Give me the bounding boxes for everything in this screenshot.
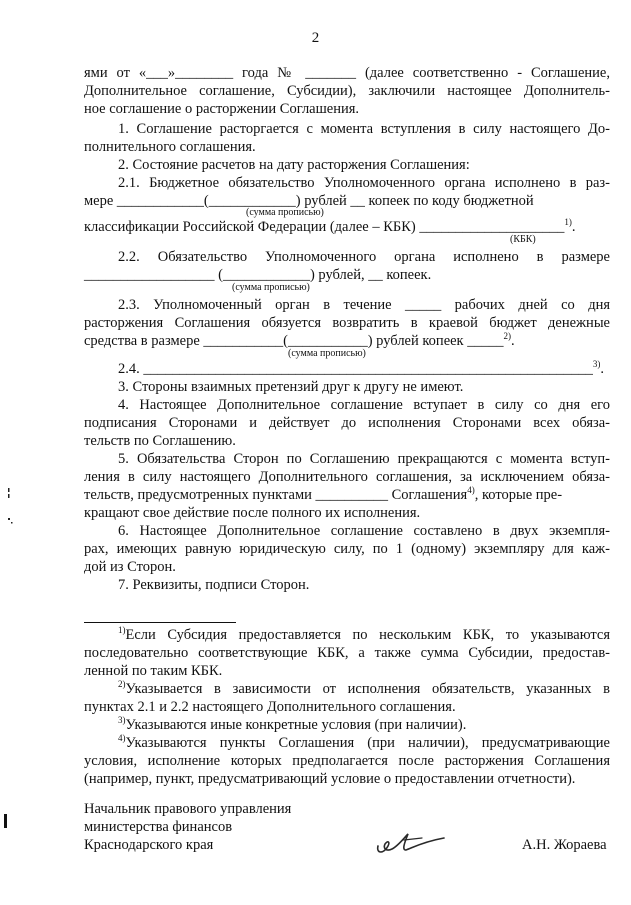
footnote-2-line-2: пунктах 2.1 и 2.2 настоящего Дополнительного соглашения. [84, 699, 456, 715]
clause-2-3-line-3-end: . [510, 333, 515, 349]
footnote-ref-4: 4) [467, 485, 475, 495]
clause-2-1-line-1: 2.1. Бюджетное обязательство Уполномоченного органа исполнено в раз- [118, 175, 610, 191]
kbk-caption: (КБК) [510, 234, 536, 245]
clause-2-1-line-3-end: . [571, 219, 576, 235]
clause-2-line-1: 2. Состояние расчетов на дату расторжения Соглашения: [118, 157, 470, 173]
clause-2-1-line-2: мере ____________(____________) рублей __ копеек по коду бюджетной [84, 193, 534, 209]
scan-mark [2, 812, 10, 832]
clause-2-3-line-2: расторжения Соглашения обязуется возвратить в краевой бюджет денежные [84, 315, 610, 331]
footnote-1-marker: 1) [118, 625, 126, 635]
clause-5-line-3-end: , которые пре- [474, 487, 563, 503]
scan-mark [4, 488, 14, 528]
clause-5-line-3 [84, 486, 610, 504]
clause-2-2-line-2: __________________ (____________) рублей, __ копеек. [84, 267, 432, 283]
intro-line-1: ями от «___»________ года № _______ (далее соответственно - Соглашение, [84, 65, 610, 81]
clause-2-4-line-1 [118, 360, 610, 378]
clause-4-line-1: 4. Настоящее Дополнительное соглашение вступает в силу со дня его [118, 397, 610, 413]
handwritten-signature [374, 824, 454, 858]
clause-5-line-1: 5. Обязательства Сторон по Соглашению прекращаются с момента вступ- [118, 451, 610, 467]
footnote-3-text: Указываются иные конкретные условия (при наличии). [125, 717, 467, 733]
clause-4-line-3: тельств по Соглашению. [84, 433, 236, 449]
clause-6-line-3: дой из Сторон. [84, 559, 176, 575]
intro-line-3: ное соглашение о расторжении Соглашения. [84, 101, 360, 117]
footnote-4-line-3: (например, пункт, предусматривающий условие о предоставлении отчетности). [84, 771, 576, 787]
page-number: 2 [311, 30, 320, 46]
clause-4-line-2: подписания Сторонами и действует до исполнения Сторонами всех обяза- [84, 415, 610, 431]
footnote-1-line-2: последовательно соответствующие КБК, а также сумма Субсидии, предостав- [84, 645, 610, 661]
footnote-ref-1: 1) [564, 217, 572, 227]
clause-1-line-1: 1. Соглашение расторгается с момента вступления в силу настоящего До- [118, 121, 610, 137]
clause-5-line-3-text: тельств, предусмотренных пунктами __________ Соглашения [84, 487, 468, 503]
footnote-4-marker: 4) [118, 733, 126, 743]
signatory-name: А.Н. Жораева [522, 837, 607, 853]
clause-5-line-2: ления в силу настоящего Дополнительного соглашения, за исключением обяза- [84, 469, 610, 485]
footnote-3-line-1 [118, 716, 610, 734]
footnote-separator [84, 622, 236, 623]
footnote-1-text: Если Субсидия предоставляется по нескольким КБК, то указываются [125, 627, 610, 643]
clause-1-line-2: полнительного соглашения. [84, 139, 256, 155]
signatory-title-line-3: Краснодарского края [84, 837, 214, 853]
footnote-ref-3: 3) [592, 359, 601, 369]
footnote-1-line-1 [118, 626, 610, 644]
clause-5-line-4: кращают свое действие после полного их исполнения. [84, 505, 421, 521]
clause-6-line-1: 6. Настоящее Дополнительное соглашение составлено в двух экземпля- [118, 523, 610, 539]
footnote-3-marker: 3) [118, 715, 126, 725]
clause-3-line-1: 3. Стороны взаимных претензий друг к другу не имеют. [118, 379, 464, 395]
clause-2-1-line-3-text: классификации Российской Федерации (далее – КБК) ____________________ [84, 219, 565, 235]
clause-2-4-text: 2.4. ______________________________________________________________ [118, 361, 593, 377]
amount-in-words-caption: (сумма прописью) [288, 348, 366, 359]
footnote-1-line-3: ленной по таким КБК. [84, 663, 223, 679]
footnote-ref-2: 2) [503, 331, 511, 341]
footnote-4-line-2: условия, исполнение которых предполагается после расторжения Соглашения [84, 753, 610, 769]
intro-line-2: Дополнительное соглашение, Субсидии), заключили настоящее Дополнитель- [84, 83, 610, 99]
footnote-4-line-1 [118, 734, 610, 752]
signatory-title-line-1: Начальник правового управления [84, 801, 292, 817]
amount-in-words-caption: (сумма прописью) [246, 207, 324, 218]
footnote-2-line-1 [118, 680, 610, 698]
footnote-4-text: Указываются пункты Соглашения (при наличии), предусматривающие [125, 735, 610, 751]
clause-2-4-end: . [600, 361, 604, 377]
amount-in-words-caption: (сумма прописью) [232, 282, 310, 293]
footnote-2-marker: 2) [118, 679, 126, 689]
clause-2-3-line-3-text: средства в размере ___________(___________) рублей копеек _____ [84, 333, 504, 349]
clause-2-3-line-1: 2.3. Уполномоченный орган в течение _____ рабочих дней со дня [118, 297, 610, 313]
signatory-title-line-2: министерства финансов [84, 819, 233, 835]
clause-7-line-1: 7. Реквизиты, подписи Сторон. [118, 577, 310, 593]
clause-6-line-2: рах, имеющих равную юридическую силу, по 1 (одному) экземпляру для каж- [84, 541, 610, 557]
clause-2-2-line-1: 2.2. Обязательство Уполномоченного органа исполнено в размере [118, 249, 610, 265]
footnote-2-text: Указывается в зависимости от исполнения обязательств, указанных в [125, 681, 610, 697]
